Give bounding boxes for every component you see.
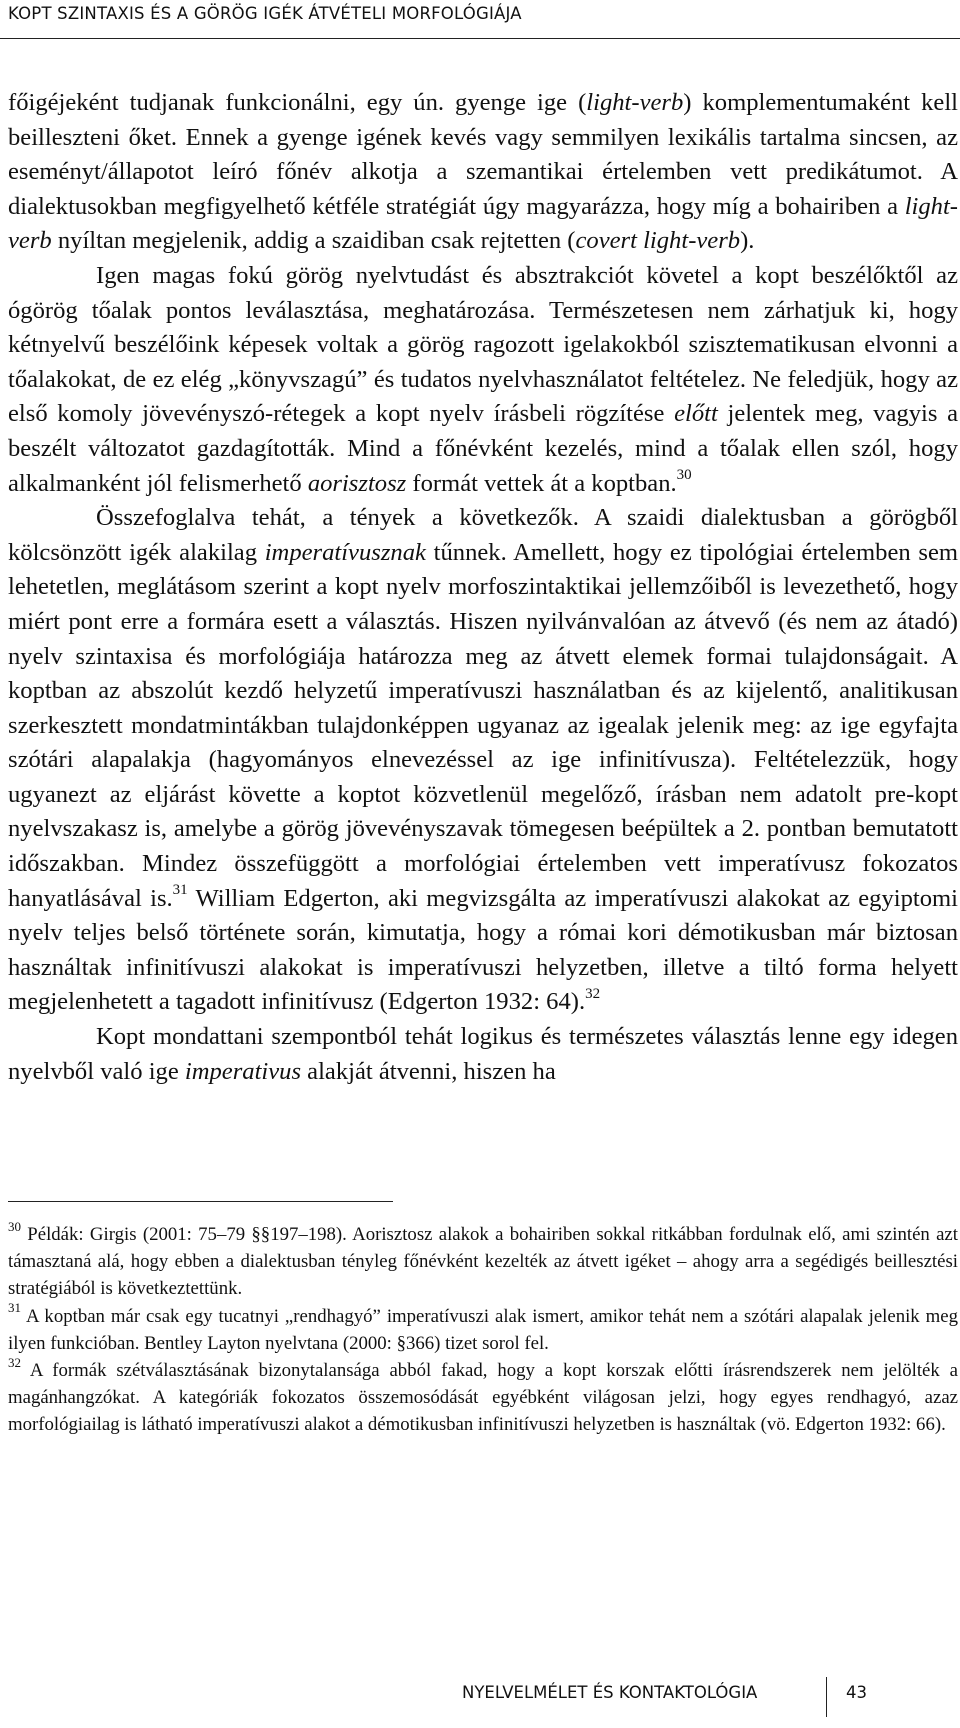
footnote-ref-32: 32 [585, 986, 601, 1003]
footnote-number: 30 [8, 1218, 21, 1234]
page-number: 43 [846, 1683, 867, 1702]
footer-divider [826, 1677, 827, 1717]
paragraph-2: Igen magas fokú görög nyelvtudást és absztrakciót követel a kopt beszélőktől az ógörög tőalak pontos leválasztása, meghatározása. Természetesen nem zárhatjuk ki, hogy kétnyelvű beszélőink képesek voltak a görög ragozott igelakokból szisztematikusan elvonni a tőalakokat, de ez elég „könyvszagú” és tudatos nyelvhasználatot feltételez. Ne feledjük, hogy az első komoly jövevényszó-rétegek a kopt nyelv írásbeli rögzítése előtt jelentek meg, vagyis a beszélt változatot gazdagították. Mind a főnévként kezelés, mind a tőalak ellen szól, hogy alkalmanként jól felismerhető aorisztosz formát vettek át a koptban.$^{30}$ [8, 261, 958, 497]
footnote-ref-30: 30 [676, 467, 692, 484]
paragraph-3: Összefoglalva tehát, a tények a következők. A szaidi dialektusban a görögből kölcsönzött igék alakilag imperatívusznak tűnnek. Amellett, hogy ez tipológiai értelemben sem lehetetlen, meglátásom szerint a kopt nyelv morfoszintaktikai jellemzőiből is levezethető, hogy miért pont erre a formára esett a választás. Hiszen nyilvánvalóan az átvevő (és nem az átadó) nyelv szintaxisa és morfológiája határozza meg az átvett elemek formai tulajdonságait. A koptban az abszolút kezdő helyzetű imperatívuszi használatban és az kijelentő, analitikusan szerkesztett mondatmintákban tulajdonképpen ugyanaz az igealak jelenik meg: az ige egyfajta szótári alapalakja (hagyományos elnevezéssel az ige infinitívusza). Feltételezzük, hogy ugyanezt az eljárást követte a koptot közvetlenül megelőző, írásban nem adatolt pre-kopt nyelvszakasz is, amelybe a görög jövevényszavak tömegesen beépültek a 2. pontban bemutatott időszakban. Mindez összefüggött a morfológiai értelemben vett imperatívusz fokozatos hanyatlásával is.$^{31}$ William Edgerton, aki megvizsgálta az imperatívuszi alakokat az egyiptomi nyelv teljes belső története során, kimutatja, hogy a római kori démotikusban már biztosan használtak infinitívuszi alakokat is imperatívuszi helyzetben, illetve a tiltó forma helyett megjelenhetett a tagadott infinitívusz (Edgerton 1932: 64).$^{32}$ [8, 504, 959, 1016]
paragraph-4: Kopt mondattani szempontból tehát logikus és természetes választás lenne egy idegen nyelvből való ige imperativus alakját átvenni, hiszen ha [8, 1023, 958, 1085]
footnote-separator [8, 1201, 393, 1202]
footnotes [8, 1218, 958, 1439]
footnote-number: 31 [8, 1300, 21, 1316]
header-rule [0, 38, 960, 39]
footnote-31: $^{31}$ A koptban már csak egy tucatnyi „rendhagyó” imperatívuszi alak ismert, amikor tehát nem a szótári alapalak jelenik meg ilyen funkcióban. Bentley Layton nyelvtana (2000: §366) tizet sorol fel. [8, 1300, 958, 1354]
footnote-ref-31: 31 [172, 882, 188, 899]
footnote-30: $^{30}$ Példák: Girgis (2001: 75–79 §§197–198). Aorisztosz alakok a bohairiben sokkal ritkábban fordulnak elő, ami szintén azt támasztaná alá, hogy ebben a dialektusban tényleg főnévként kezelték az átvett igéket – ahogy arra a segédigés beillesztési stratégiából is következtettünk. [8, 1218, 958, 1300]
footnote-number: 32 [8, 1354, 21, 1370]
running-footer-title: NYELVELMÉLET ÉS KONTAKTOLÓGIA [462, 1683, 758, 1702]
footnote-32: $^{32}$ A formák szétválasztásának bizonytalansága abból fakad, hogy a kopt korszak előtti írásrendszerek nem jelölték a magánhangzókat. A kategóriák fokozatos összemosódását egyébként világosan jelzi, hogy egyes rendhagyó, azaz morfológiailag is látható imperatívuszi alakot a démotikusban infinitívuszi helyzetben is használtak (vö. Edgerton 1932: 66). [8, 1354, 958, 1436]
running-header: KOPT SZINTAXIS ÉS A GÖRÖG IGÉK ÁTVÉTELI MORFOLÓGIÁJA [8, 4, 522, 23]
body-text [8, 86, 958, 1089]
paragraph-1: főigéjeként tudjanak funkcionálni, egy ún. gyenge ige (light-verb) komplementumaként kell beilleszteni őket. Ennek a gyenge igének kevés vagy semmilyen lexikális tartalma sincsen, az eseményt/állapotot leíró főnév alkotja a szemantikai értelemben vett predikátumot. A dialektusokban megfigyelhető kétféle stratégiát úgy magyarázza, hogy míg a bohairiben a light-verb nyíltan megjelenik, addig a szaidiban csak rejtetten (covert light-verb). [8, 89, 958, 255]
